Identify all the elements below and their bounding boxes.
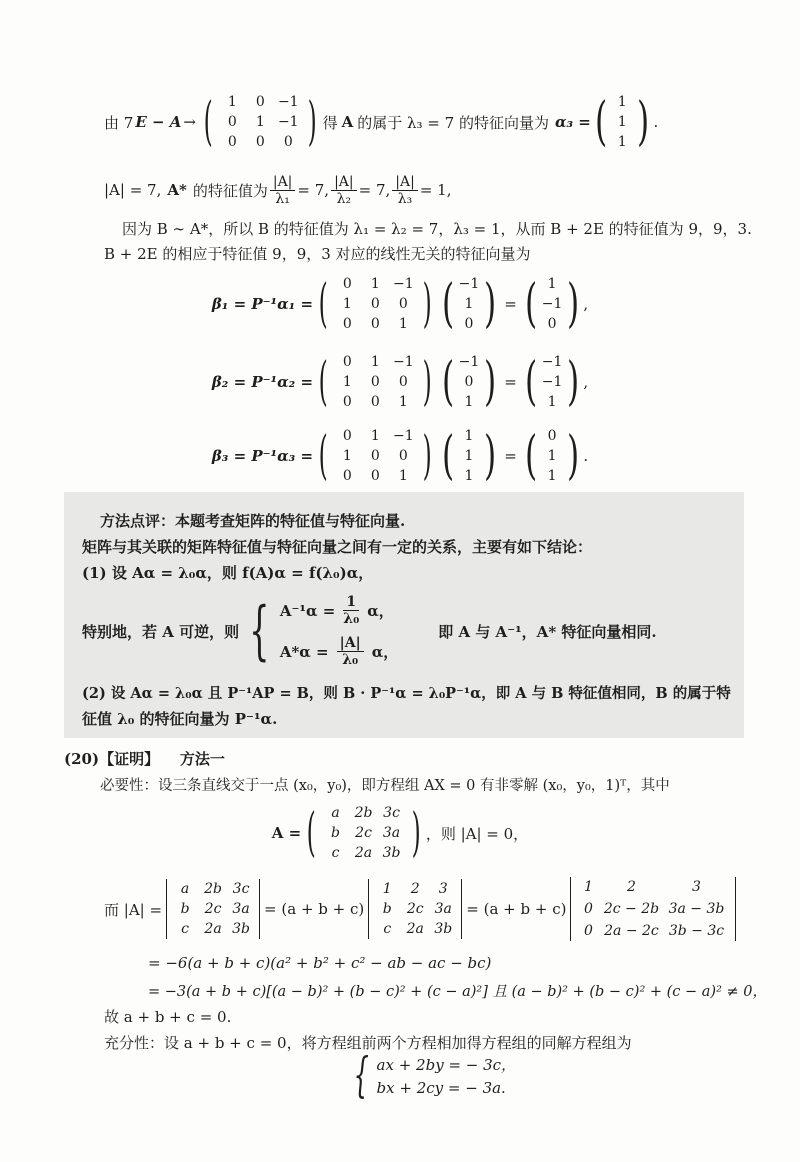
equals-sign: = [504, 295, 517, 313]
case-2-frac [337, 635, 364, 668]
det-factor-1: = (a + b + c) [264, 900, 365, 918]
det-3-cell: 3a − 3b [668, 901, 725, 917]
A-matrix-cell: 3b [382, 845, 401, 861]
A-matrix-cell: 3c [383, 805, 400, 821]
beta-matrix-cell: 0 [342, 428, 352, 444]
beta-result: ( 1 −1 0 ) [524, 274, 580, 334]
case-1-frac [343, 594, 359, 627]
beta-eq-2 [0, 348, 800, 416]
line2-astar: A* [167, 181, 187, 199]
case-2-num: |A| [337, 635, 364, 652]
system-brace-icon: { [353, 1047, 369, 1103]
beta-vector: ( −1 0 1 ) [441, 352, 497, 412]
beta-matrix-cell: 0 [342, 316, 352, 332]
proof-l2: = −3(a + b + c)[(a − b)² + (b − c)² + (c − a)²] 且 (a − b)² + (b − c)² + (c − a)² ≠ 0， [148, 984, 767, 1000]
beta-vector-cell: 1 [464, 428, 474, 444]
det-3-cell: 0 [583, 901, 593, 917]
line1-alpha3: α₃ = [554, 113, 591, 131]
det-2-cell: 3b [434, 921, 453, 937]
comment-same: 即 A 与 A⁻¹，A* 特征向量相同. [438, 622, 657, 641]
system [346, 1047, 517, 1103]
line1-matrix: ( 1 0 −1 0 1 −1 0 0 0 ) [203, 92, 317, 152]
case-2-lhs: A*α = [279, 642, 329, 661]
beta-result: ( −1 −1 1 ) [524, 352, 580, 412]
frac-2 [331, 174, 357, 207]
beta-matrix: ( 0 1 −1 1 0 0 0 0 1 ) [318, 274, 433, 334]
beta-vector-cell: 0 [464, 374, 474, 390]
A-tail: ，则 |A| = 0， [425, 824, 529, 843]
beta-matrix: ( 0 1 −1 1 0 0 0 0 1 ) [318, 426, 433, 486]
beta-lhs: β₁ = P⁻¹α₁ = [211, 295, 314, 313]
det-1-cell: c [181, 921, 189, 937]
beta-matrix-cell: 1 [342, 296, 352, 312]
beta-vector-cell: −1 [458, 276, 480, 292]
comment-p1: (1) 设 Aα = λ₀α，则 f(A)α = f(λ₀)α， [82, 564, 374, 582]
beta-matrix-cell: 0 [398, 374, 408, 390]
beta-matrix-cell: 1 [398, 394, 408, 410]
det-3-cell: 2c − 2b [603, 901, 660, 917]
system-eq-1: ax + 2by = − 3c， [376, 1055, 517, 1074]
det-lead: 而 |A| = [104, 900, 163, 919]
beta-result-cell: 1 [547, 468, 557, 484]
line1-mid: 得 [322, 113, 338, 132]
line1-tail: 的属于 λ₃ = 7 的特征向量为 [357, 113, 549, 132]
beta-result-cell: 0 [547, 428, 557, 444]
cases [280, 594, 398, 668]
det-3-cell: 2 [626, 879, 636, 895]
case-2-den: λ₀ [342, 652, 359, 668]
beta-matrix-cell: 0 [342, 354, 352, 370]
beta-matrix-cell: 0 [370, 316, 380, 332]
det-1-cell: b [180, 901, 190, 917]
proof-head: (20)【证明】 [64, 750, 160, 768]
beta-vector-cell: 1 [464, 468, 474, 484]
comment-p2: (2) 设 Aα = λ₀α 且 P⁻¹AP = B，则 B · P⁻¹α = λ₀P⁻¹α，即 A 与 B 特征值相同，B 的属于特 [82, 685, 731, 702]
frac-3-den: λ₃ [397, 190, 413, 207]
det-1-cell: a [180, 881, 190, 897]
beta-matrix: ( 0 1 −1 1 0 0 0 0 1 ) [318, 352, 433, 412]
beta-result-cell: 1 [547, 276, 557, 292]
proof-l3: 故 a + b + c = 0. [104, 1008, 232, 1026]
A-lhs: A = [271, 824, 302, 842]
frac-2-num: |A| [331, 174, 357, 191]
beta-vector-cell: 0 [464, 316, 474, 332]
A-matrix-cell: c [331, 845, 340, 861]
beta-matrix-cell: 0 [342, 276, 352, 292]
line1-matrix-cell: 0 [227, 134, 237, 150]
beta-matrix-cell: 0 [342, 394, 352, 410]
proof-head-row [64, 748, 225, 769]
case-1-num: 1 [343, 594, 359, 611]
comment-special-row [82, 586, 657, 676]
line1-matrix-cell: 0 [255, 134, 265, 150]
comment-p2b: 征值 λ₀ 的特征向量为 P⁻¹α. [82, 710, 278, 728]
line1-matrix-cell: −1 [277, 114, 299, 130]
beta-vector: ( 1 1 1 ) [441, 426, 497, 486]
beta-matrix-cell: 0 [370, 374, 380, 390]
A-matrix-cell: b [331, 825, 341, 841]
beta-end: , [583, 295, 589, 313]
beta-matrix-cell: −1 [393, 276, 414, 292]
beta-result-cell: 1 [547, 394, 557, 410]
beta-matrix-cell: 0 [342, 468, 352, 484]
frac-3 [392, 174, 418, 207]
det-3-cell: 1 [583, 879, 593, 895]
case-1-den: λ₀ [343, 611, 360, 627]
beta-lhs: β₃ = P⁻¹α₃ = [211, 447, 314, 465]
line1-matrix-cell: −1 [277, 94, 299, 110]
A-matrix-cell: 3a [382, 825, 401, 841]
eq-line-3: 因为 B ∼ A*，所以 B 的特征值为 λ₁ = λ₂ = 7，λ₃ = 1，从而 B + 2E 的特征值为 9，9，3. [122, 220, 752, 238]
case-1-lhs: A⁻¹α = [279, 601, 336, 620]
line1-lead: 由 7 [104, 113, 134, 132]
beta-vector-cell: 1 [464, 394, 474, 410]
frac-2-eq: = 7, [358, 181, 391, 199]
beta-matrix-cell: 0 [398, 296, 408, 312]
line1-matrix-cell: 0 [283, 134, 293, 150]
line1-matrix-cell: 0 [227, 114, 237, 130]
det-3 [570, 877, 736, 941]
beta-matrix-cell: 1 [342, 374, 352, 390]
det-3-cell: 2a − 2c [604, 923, 659, 939]
beta-vector-cell: 1 [464, 448, 474, 464]
A-matrix-cell: 2a [354, 845, 373, 861]
det-1-cell: 2a [204, 921, 222, 937]
det-2-cell: 3 [438, 881, 448, 897]
A-matrix-cell: a [331, 805, 340, 821]
proof-necessity: 必要性：设三条直线交于一点 (x₀，y₀)，即方程组 AX = 0 有非零解 (x₀，y₀，1)ᵀ，其中 [100, 778, 670, 794]
det-factor-2: = (a + b + c) [466, 900, 567, 918]
det-1 [166, 879, 260, 939]
beta-result-cell: −1 [541, 374, 563, 390]
comment-intro: 矩阵与其关联的矩阵特征值与特征向量之间有一定的关系，主要有如下结论： [82, 538, 593, 556]
beta-end: . [583, 447, 589, 465]
beta-matrix-cell: 1 [398, 468, 408, 484]
beta-matrix-cell: 0 [370, 296, 380, 312]
beta-eq-1 [0, 270, 800, 338]
det-1-cell: 3b [232, 921, 250, 937]
line1-matrix-cell: 1 [227, 94, 237, 110]
beta-eq-3 [0, 422, 800, 490]
beta-matrix-cell: −1 [393, 354, 414, 370]
beta-result-cell: −1 [541, 354, 563, 370]
A-matrix-cell: 2c [355, 825, 372, 841]
beta-result-cell: 0 [547, 316, 557, 332]
beta-end: , [583, 373, 589, 391]
proof-method: 方法一 [179, 750, 225, 768]
system-lines [377, 1054, 517, 1097]
beta-matrix-cell: 1 [370, 276, 380, 292]
det-2-cell: c [383, 921, 392, 937]
beta-matrix-cell: 0 [370, 468, 380, 484]
frac-1 [270, 174, 296, 207]
det-2-cell: 2a [406, 921, 424, 937]
frac-1-eq: = 7, [297, 181, 330, 199]
method-comment-box [64, 492, 744, 738]
frac-1-den: λ₁ [275, 190, 290, 207]
line1-vector-cell: 1 [617, 114, 627, 130]
beta-matrix-cell: 1 [370, 428, 380, 444]
system-eq-2: bx + 2cy = − 3a. [376, 1078, 506, 1097]
beta-lhs: β₂ = P⁻¹α₂ = [211, 373, 314, 391]
det-1-cell: 3c [232, 881, 250, 897]
det-2 [368, 879, 462, 939]
arrow-icon: → [183, 113, 196, 131]
det-1-cell: 2b [204, 881, 222, 897]
line2-det: |A| = 7, [104, 181, 162, 199]
line1-matrix-cell: 0 [255, 94, 265, 110]
frac-2-den: λ₂ [336, 190, 352, 207]
proof-l1: = −6(a + b + c)(a² + b² + c² − ab − ac − bc) [148, 954, 492, 972]
beta-matrix-cell: 0 [370, 448, 380, 464]
eq-line-2 [104, 168, 451, 212]
beta-matrix-cell: 1 [398, 316, 408, 332]
A-definition [0, 798, 800, 868]
beta-vector-cell: −1 [458, 354, 480, 370]
det-2-cell: 3a [434, 901, 452, 917]
case-1-end: α， [367, 602, 394, 620]
equals-sign: = [504, 447, 517, 465]
case-2-end: α， [371, 643, 399, 661]
det-3-cell: 3b − 3c [668, 923, 725, 939]
det-2-cell: 2c [406, 901, 424, 917]
beta-matrix-cell: 1 [370, 354, 380, 370]
left-brace-icon: { [249, 594, 270, 668]
det-2-cell: 1 [382, 881, 392, 897]
det-3-cell: 3 [691, 879, 701, 895]
det-2-cell: b [382, 901, 392, 917]
det-row [104, 872, 736, 946]
line1-matrix-cell: 1 [255, 114, 265, 130]
beta-vector-cell: 1 [464, 296, 474, 312]
line1-a: A [341, 113, 354, 131]
equals-sign: = [504, 373, 517, 391]
det-3-cell: 0 [583, 923, 593, 939]
frac-3-eq: = 1, [419, 181, 452, 199]
comment-special: 特别地，若 A 可逆，则 [82, 622, 240, 641]
frac-1-num: |A| [270, 174, 296, 191]
beta-matrix-cell: 1 [342, 448, 352, 464]
frac-3-num: |A| [392, 174, 418, 191]
proof-sufficiency: 充分性：设 a + b + c = 0，将方程组前两个方程相加得方程组的同解方程组为 [104, 1034, 632, 1052]
eq-line-4: B + 2E 的相应于特征值 9，9，3 对应的线性无关的特征向量为 [104, 245, 531, 263]
beta-matrix-cell: −1 [393, 428, 414, 444]
beta-matrix-cell: 0 [398, 448, 408, 464]
comment-title: 方法点评：本题考查矩阵的特征值与特征向量. [100, 512, 406, 530]
beta-matrix-cell: 0 [370, 394, 380, 410]
line1-vector-cell: 1 [617, 94, 627, 110]
line1-vector: ( 1 1 1 ) [594, 92, 650, 152]
beta-result-cell: 1 [547, 448, 557, 464]
line2-text: 的特征值为 [192, 181, 268, 200]
det-1-cell: 3a [232, 901, 250, 917]
line1-e-minus-a: E − A [135, 113, 182, 131]
line1-vector-cell: 1 [617, 134, 627, 150]
beta-vector: ( −1 1 0 ) [441, 274, 497, 334]
beta-result-cell: −1 [541, 296, 563, 312]
case-1 [280, 594, 398, 627]
det-2-cell: 2 [410, 881, 420, 897]
case-2 [280, 635, 398, 668]
beta-result: ( 0 1 1 ) [524, 426, 580, 486]
line1-end: . [653, 113, 659, 131]
det-1-cell: 2c [204, 901, 222, 917]
A-matrix-cell: 2b [354, 805, 373, 821]
eq-line-1 [104, 86, 658, 158]
A-matrix: ( a 2b 3c b 2c 3a c 2a 3b ) [306, 803, 421, 863]
